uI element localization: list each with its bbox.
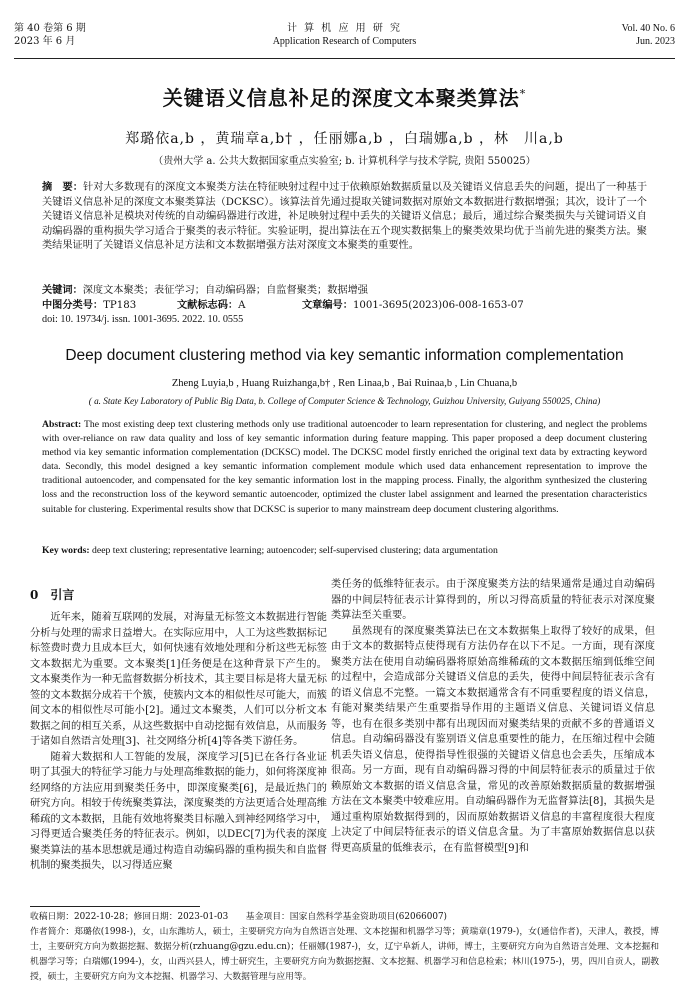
affiliation-cn: （贵州大学 a. 公共大数据国家重点实验室; b. 计算机科学与技术学院, 贵阳 550025） (153, 156, 536, 167)
paper-title-en: Deep document clustering method via key semantic information complementation (65, 347, 624, 364)
footnote-rule (30, 906, 200, 907)
volume-issue-en: Vol. 40 No. 6 (621, 23, 675, 34)
journal-name (14, 22, 675, 48)
running-header (14, 22, 675, 56)
abstract-cn-label: 摘 要： (42, 181, 84, 193)
keywords-en-text: deep text clustering; representative learning; autoencoder; self-supervised clustering; data argumentation (92, 545, 498, 556)
paragraph: 类任务的低维特征表示。由于深度聚类方法的结果通常是通过自动编码器的中间层特征表示计算得到的，所以习得高质量的特征表示对深度聚类算法至关重要。 (331, 579, 655, 621)
doc-code-value: A (238, 300, 246, 311)
affiliation-en: ( a. State Key Laboratory of Public Big Data, b. College of Computer Science & Technology, Guizhou University, Guiyang 550025, China) (88, 396, 601, 406)
left-column (30, 610, 327, 874)
doi: doi: 10. 19734/j. issn. 1001-3695. 2022. 10. 0555 (42, 314, 244, 325)
right-column (331, 577, 655, 856)
article-number-label: 文章编号： (302, 299, 353, 311)
title-text-cn: 关键语义信息补足的深度文本聚类算法 (162, 86, 520, 110)
keywords-en-label: Key words: (42, 545, 90, 556)
authors-en: Zheng Luyia,b , Huang Ruizhanga,b† , Ren Linaa,b , Bai Ruinaa,b , Lin Chuana,b (171, 378, 518, 389)
footnote-dates: 收稿日期：2022-10-28；修回日期：2023-01-03 基金项目：国家自然科学基金资助项目(62066007) (30, 912, 447, 922)
doc-code-field (177, 298, 245, 313)
footnotes (30, 910, 659, 985)
issue-date: 2023 年 6 月 (14, 36, 76, 47)
journal-name-cn: 计 算 机 应 用 研 究 (286, 23, 403, 34)
clc-value: TP183 (103, 300, 137, 311)
paper-title-cn (0, 82, 689, 111)
abstract-en-text: The most existing deep text clustering methods only use traditional autoencoder to learn representation for clustering, and neglect the problems with over-reliance on raw data quality and loss of key semantic information during feature mapping. This paper proposed a deep document clustering method via key semantic information complementation (DCKSC) model. The DCKSC model firstly enriched the original text data by extracting keyword data. Secondly, this model designed a key semantic information complement module which used data enhancement representation to improve the traditional autoencoder, and compensated for the key semantic information lost in the mapping process. Finally, the algorithm synthesized the clustering loss and the reconstruction loss of the keyword semantic autoencoder, optimized the cluster label assignment and learned the presentation characteristics suitable for clustering. Experimental results show that DCKSC is superior to many mainstream deep document clustering algorithms. (42, 419, 647, 515)
issue-date-en: Jun. 2023 (636, 36, 675, 47)
keywords-cn-text: 深度文本聚类；表征学习；自动编码器；自监督聚类；数据增强 (82, 285, 368, 296)
article-number-value: 1001-3695(2023)06-008-1653-07 (352, 300, 524, 311)
paragraph: 虽然现有的深度聚类算法已在文本数据集上取得了较好的成果，但由于文本的数据特点使得现有方法仍存在以下不足。一方面，现有深度聚类方法在使用自动编码器将原始高维稀疏的文本数据压缩到低维空间的过程中，会造成部分关键语义信息的丢失，使得中间层特征表示含有的语义信息不完整。一篇文本数据通常含有不同重要程度的语义信息，有能对聚类结果产生重要指导作用的主题语义信息、关键词语义信息等，也有在很多类别中都有出现因而对聚类结果的贡献不多的普通语义信息。自动编码器没有鉴别语义信息重要性的能力，在压缩过程中会随机丢失语义信息，使得指导性很强的关键语义信息也会丢失，压缩成本很高。另一方面，现有自动编码器习得的中间层特征表示的质量过于依赖原始文本数据的语义信息含量，常见的改善原始数据质量的数据增强方法在文本聚类中较难应用。自动编码器作为无监督算法[8]，其损失是通过重构原始数据得到的，因而原始数据语义信息的丰富程度很大程度上决定了中间层特征表示的语义信息含量。为了丰富原始数据信息以获得更高质量的低维表示，在有监督模型[9]和 (331, 625, 655, 854)
article-number-field (302, 298, 524, 313)
abstract-cn-text: 针对大多数现有的深度文本聚类方法在特征映射过程中过于依赖原始数据质量以及关键语义信息丢失的问题，提出了一种基于关键语义信息补足的深度文本聚类算法（DCKSC）。该算法首先通过提取关键词数据对原始文本数据进行数据增强；其次，设计了一个关键语义信息补足模块对传统的自动编码器进行改进，补足映射过程中丢失的关键语义信息；最后，通过综合聚类损失与关键词语义自动编码器的重构损失学习适合于聚类的表示特征。实验证明，提出算法在五个现实数据集上的聚类效果均优于当前先进的聚类方法。聚类结果证明了关键语义信息补足方法和文本数据增强方法对深度文本聚类的重要性。 (42, 182, 648, 252)
paragraph: 随着大数据和人工智能的发展，深度学习[5]已在各行各业证明了其强大的特征学习能力与处理高维数据的能力，如何将深度神经网络的方法应用到聚类任务中，即深度聚类[6]，是最近热门的研究方向。相较于传统聚类算法，深度聚类的方法更适合处理高维稀疏的文本数据，且能有效地将聚类目标融入到神经网络学习中，习得更适合聚类任务的特征表示。例如，以DEC[7]为代表的深度聚类算法的基本思想就是通过构造自动编码器的重构损失和自监督机制的聚类损失，以习得适应聚 (30, 751, 327, 871)
classification-row (42, 298, 647, 312)
authors-cn: 郑璐依a,b ，黄瑞章a,b† ，任丽娜a,b ，白瑞娜a,b ，林 川a,b (125, 131, 564, 147)
abstract-en-label: Abstract: (42, 419, 82, 430)
clc-field (42, 298, 136, 313)
section-heading-intro: 0 引言 (30, 588, 75, 602)
doc-code-label: 文献标志码： (177, 299, 239, 311)
journal-name-en: Application Research of Computers (272, 36, 417, 47)
footnote-author-bio: 作者简介：郑璐依(1998-)，女，山东潍坊人，硕士，主要研究方向为自然语言处理、文本挖掘和机器学习等；黄瑞章(1979-)，女(通信作者)，天津人，教授，博士，主要研究方向为数据挖掘、数据分析(rzhuang@gzu.edu.cn)；任丽娜(1987-)，女，辽宁阜新人，讲师，博士，主要研究方向为自然语言处理、文本挖掘和机器学习等；白瑞娜(1994-)，女，山西兴县人，博士研究生，主要研究方向为数据挖掘、文本挖掘、机器学习和信息检索；林川(1975-)，男，四川自贡人，副教授，硕士，主要研究方向为文本挖掘、机器学习、大数据管理与应用等。 (30, 927, 659, 982)
abstract-en (42, 418, 647, 517)
journal-issue-en (622, 22, 675, 48)
abstract-cn (42, 180, 647, 254)
keywords-cn (42, 283, 647, 298)
volume-issue: 第 40 卷第 6 期 (14, 23, 86, 34)
keywords-cn-label: 关键词： (42, 284, 83, 296)
title-footnote-mark: * (519, 87, 527, 101)
keywords-en (42, 545, 647, 556)
header-rule (14, 58, 675, 59)
paragraph: 近年来，随着互联网的发展，对海量无标签文本数据进行智能分析与处理的需求日益增大。在实际应用中，人工为这些数据标记标签费时费力且成本巨大，如何快速有效地处理和分析这些无标签文本数据尤为重要。文本聚类[1]任务便是在这种背景下产生的。文本聚类作为一种无监督数据分析技术，其主要目标是将大量无标签的文本数据分成若干个簇，使簇内文本的相似性尽可能大，而簇间文本的相似性尽可能小[2]。通过文本聚类，人们可以分析文本数据之间的相互关系，从这些数据中自动挖掘有效信息，从而服务于诸如自然语言处理[3]、社交网络分析[4]等各类下游任务。 (30, 612, 327, 747)
clc-label: 中图分类号： (42, 299, 104, 311)
